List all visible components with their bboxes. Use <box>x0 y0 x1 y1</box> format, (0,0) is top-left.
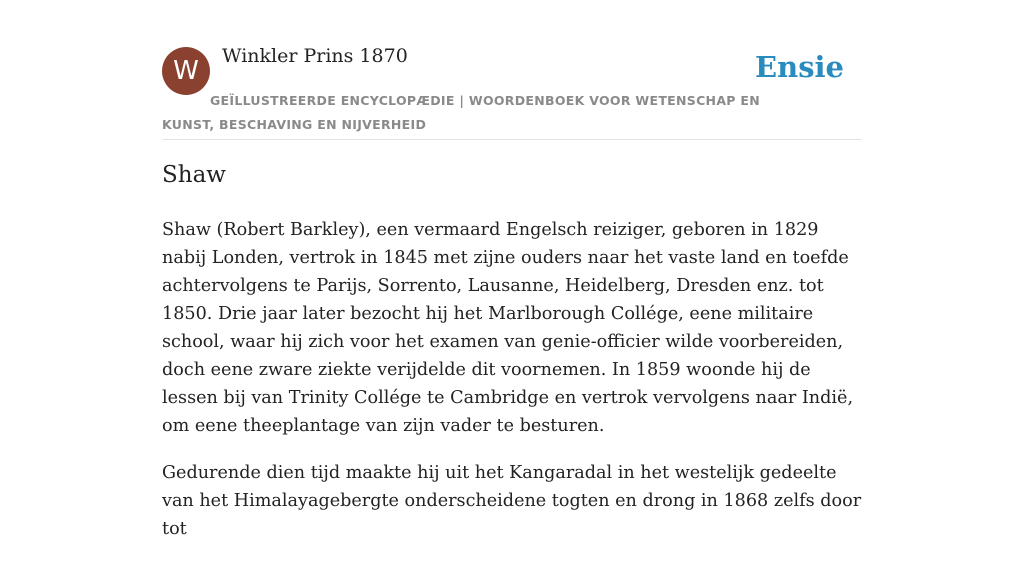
source-subtitle: GEÏLLUSTREERDE ENCYCLOPÆDIE | WOORDENBOEK VOOR WETENSCHAP EN KUNST, BESCHAVING EN NIJVERHEID <box>162 93 760 132</box>
source-avatar[interactable]: W <box>162 47 210 95</box>
source-title[interactable]: Winkler Prins 1870 <box>222 45 408 67</box>
entry-content <box>162 216 862 562</box>
ensie-logo[interactable]: Ensie <box>755 50 844 84</box>
entry-title: Shaw <box>162 162 226 188</box>
header-divider <box>162 139 862 140</box>
entry-paragraph: Shaw (Robert Barkley), een vermaard Engelsch reiziger, geboren in 1829 nabij Londen, vertrok in 1845 met zijne ouders naar het vaste land en toefde achtervolgens te Parijs, Sorrento, Lausanne, Heidelberg, Dresden enz. tot 1850. Drie jaar later bezocht hij het Marlborough Collége, eene militaire school, waar hij zich voor het examen van genie-officier wilde voorbereiden, doch eene zware ziekte verijdelde dit voornemen. In 1859 woonde hij de lessen bij van Trinity Collége te Cambridge en vertrok vervolgens naar Indië, om eene theeplantage van zijn vader te besturen. <box>162 220 854 436</box>
source-header <box>162 0 862 140</box>
entry-paragraph: Gedurende dien tijd maakte hij uit het Kangaradal in het westelijk gedeelte van het Himalayagebergte onderscheidene togten en drong in 1868 zelfs door tot <box>162 463 862 539</box>
